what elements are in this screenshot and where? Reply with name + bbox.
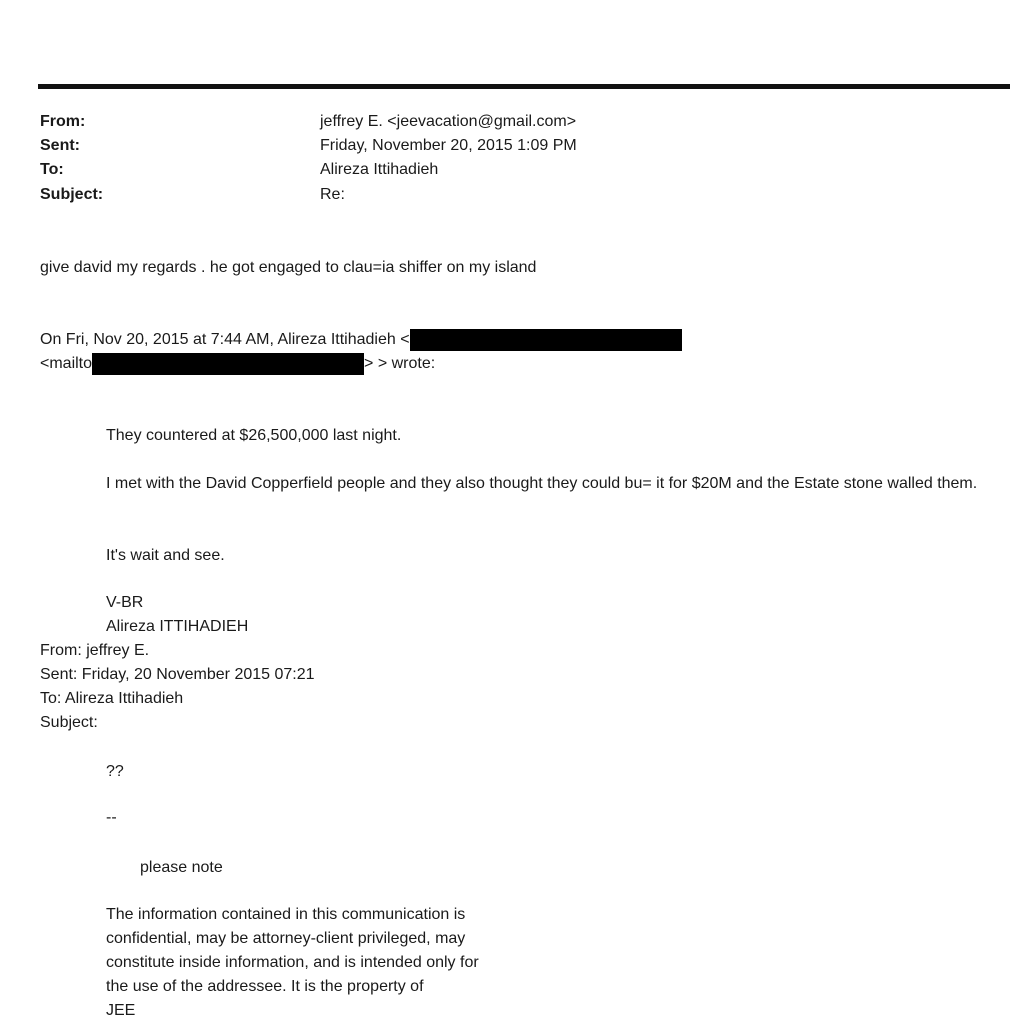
signature-line-1: V-BR	[106, 594, 144, 611]
signature-separator: --	[106, 809, 117, 826]
please-note-text: please note	[140, 859, 223, 876]
quote-attribution-start: On Fri, Nov 20, 2015 at 7:44 AM, Alireza Ittihadieh <	[40, 331, 410, 348]
reply-text: give david my regards . he got engaged to clau=ia shiffer on my island	[40, 259, 537, 276]
confidentiality-line: The information contained in this communication is	[106, 906, 466, 923]
to-value: Alireza Ittihadieh	[320, 161, 439, 178]
confidentiality-notice	[106, 903, 546, 1023]
quote-attribution-line2	[40, 352, 435, 376]
redaction-box	[92, 353, 364, 375]
header-sent-row	[40, 134, 980, 158]
quoted-paragraph-3: It's wait and see.	[106, 547, 225, 564]
subject-value: Re:	[320, 186, 345, 203]
to-label: To:	[40, 161, 64, 178]
original-body-text: ??	[106, 763, 124, 780]
confidentiality-line: the use of the addressee. It is the property of	[106, 978, 424, 995]
from-value: jeffrey E. <jeevacation@gmail.com>	[320, 113, 577, 130]
original-subject-line: Subject:	[40, 714, 98, 731]
header-subject-row	[40, 183, 980, 207]
quote-attribution-line1	[40, 328, 682, 352]
original-sent-line: Sent: Friday, 20 November 2015 07:21	[40, 666, 315, 683]
quote-attribution-mailto: <mailto	[40, 355, 93, 372]
original-to-line: To: Alireza Ittihadieh	[40, 690, 184, 707]
signature-line-2: Alireza ITTIHADIEH	[106, 618, 249, 635]
from-label: From:	[40, 113, 86, 130]
quote-attribution-end: > > wrote:	[364, 355, 436, 372]
sent-label: Sent:	[40, 137, 80, 154]
confidentiality-line: JEE	[106, 1002, 136, 1019]
redaction-box	[410, 329, 682, 351]
subject-label: Subject:	[40, 186, 104, 203]
quoted-paragraph-1: They countered at $26,500,000 last night.	[106, 427, 402, 444]
header-to-row	[40, 158, 980, 182]
original-from-line: From: jeffrey E.	[40, 642, 150, 659]
quoted-paragraph-2: I met with the David Copperfield people and they also thought they could bu= it for $20M and the Estate stone walled them.	[106, 475, 978, 492]
confidentiality-line: confidential, may be attorney-client privileged, may	[106, 930, 466, 947]
sent-value: Friday, November 20, 2015 1:09 PM	[320, 137, 577, 154]
header-from-row	[40, 110, 980, 134]
header-divider	[38, 84, 1010, 89]
confidentiality-line: constitute inside information, and is intended only for	[106, 954, 479, 971]
